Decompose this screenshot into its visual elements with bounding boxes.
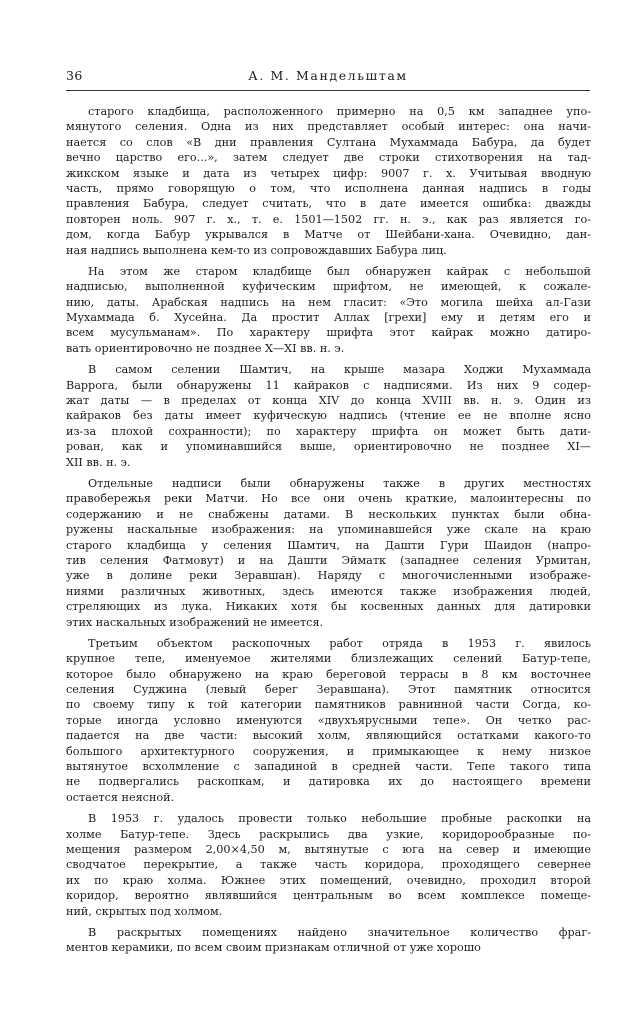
- text-line: большого архитектурного сооружения, и примыкающее к нему низкое: [66, 744, 591, 758]
- text-line: вытянутое всхолмление с западиной в средней части. Тепе такого типа: [66, 760, 591, 774]
- text-line: их по краю холма. Южнее этих помещений, очевидно, проходил второй: [66, 873, 591, 887]
- text-line: мещения размером 2,00×4,50 м, вытянутые с юга на север и имеющие: [66, 842, 591, 856]
- paragraph: [66, 811, 591, 919]
- paragraph: [66, 476, 591, 630]
- text-line: старого кладбища, расположенного примерно на 0,5 км западнее упо-: [88, 105, 591, 118]
- text-line: мянутого селения. Одна из них представляет особый интерес: она начи-: [66, 120, 591, 134]
- text-line: ний, скрытых под холмом.: [66, 904, 223, 918]
- text-line: которое было обнаружено на краю береговой террасы в 8 км восточнее: [66, 667, 591, 681]
- paragraph: [66, 104, 591, 258]
- text-line: ная надпись выполнена кем-то из сопровождавших Бабура лиц.: [66, 243, 447, 257]
- text-line: жикском языке и дата из четырех цифр: 9007 г. х. Учитывая вводную: [66, 166, 591, 180]
- text-line: вечно царство его...», затем следует две строки стихотворения на тад-: [66, 151, 591, 165]
- running-head: [66, 66, 590, 88]
- text-line: правления Бабура, следует считать, что в дате имеется ошибка: дважды: [66, 197, 591, 211]
- text-line: всем мусульманам». По характеру шрифта этот кайрак можно датиро-: [66, 326, 591, 340]
- text-line: падается на две части: высокий холм, являющийся остатками какого-то: [66, 729, 591, 743]
- page-number: 36: [66, 68, 83, 83]
- text-line: старого кладбища у селения Шамтич, на Дашти Гури Шаидон (напро-: [66, 538, 591, 552]
- text-line: В самом селении Шамтич, на крыше мазара Ходжи Мухаммада: [88, 363, 591, 377]
- text-line: Варрога, были обнаружены 11 кайраков с надписями. Из них 9 содер-: [66, 378, 591, 392]
- text-line: селения Суджина (левый берег Зеравшана). Этот памятник относится: [66, 683, 591, 697]
- text-line: не подвергались раскопкам, и датировка их до настоящего времени: [66, 775, 591, 789]
- text-line: из-за плохой сохранности); по характеру шрифта он может быть дати-: [66, 424, 591, 438]
- paragraph: [66, 925, 591, 956]
- text-line: часть, прямо говорящую о том, что исполнена данная надпись в годы: [66, 181, 591, 195]
- text-line: нается со слов «В дни правления Султана Мухаммада Бабура, да будет: [66, 135, 591, 149]
- text-line: коридор, вероятно являвшийся центральным во всем комплексе помеще-: [66, 889, 591, 903]
- paragraph: [66, 264, 591, 356]
- text-line: ниями различных животных, здесь имеются также изображения людей,: [66, 584, 591, 598]
- text-line: В раскрытых помещениях найдено значительное количество фраг-: [88, 925, 591, 939]
- text-line: сводчатое перекрытие, а также часть коридора, проходящего севернее: [66, 858, 591, 872]
- text-line: этих наскальных изображений не имеется.: [66, 615, 324, 629]
- text-line: уже в долине реки Зеравшан). Наряду с многочисленными изображе-: [66, 569, 591, 583]
- text-line: по своему типу к той категории памятников равнинной части Согда, ко-: [66, 698, 591, 712]
- header-rule: [66, 90, 590, 91]
- text-line: холме Батур-тепе. Здесь раскрылись два узкие, коридорообразные по-: [66, 827, 591, 841]
- text-line: вать ориентировочно не позднее X—XI вв. н. э.: [66, 341, 345, 355]
- text-line: дом, когда Бабур укрывался в Матче от Шейбани-хана. Очевидно, дан-: [66, 228, 591, 242]
- text-line: надписью, выполненной куфическим шрифтом, не имеющей, к сожале-: [66, 280, 591, 294]
- text-line: кайраков без даты имеет куфическую надпись (чтение ее не вполне ясно: [66, 409, 591, 423]
- text-line: ментов керамики, по всем своим признакам отличной от уже хорошо: [66, 941, 481, 955]
- text-line: Отдельные надписи были обнаружены также в других местностях: [88, 476, 591, 490]
- text-line: стреляющих из лука. Никаких хотя бы косвенных данных для датировки: [66, 600, 591, 614]
- text-line: правобережья реки Матчи. Но все они очень краткие, малоинтересны по: [66, 492, 591, 506]
- text-line: Третьим объектом раскопочных работ отряда в 1953 г. явилось: [88, 636, 591, 650]
- text-line: Мухаммада б. Хусейна. Да простит Аллах [грехи] ему и детям его и: [66, 311, 591, 325]
- text-line: ружены наскальные изображения: на упоминавшейся уже скале на краю: [66, 523, 591, 537]
- body-text: [66, 104, 591, 962]
- text-line: повторен ноль. 907 г. х., т. е. 1501—1502 гг. н. э., как раз является го-: [66, 212, 591, 226]
- paragraph: [66, 636, 591, 805]
- paragraph: [66, 362, 591, 470]
- text-line: крупное тепе, именуемое жителями близлежащих селений Батур-тепе,: [66, 652, 591, 666]
- text-line: остается неясной.: [66, 790, 175, 804]
- text-line: жат даты — в пределах от конца XIV до конца XVIII вв. н. э. Один из: [66, 394, 591, 408]
- text-line: нию, даты. Арабская надпись на нем гласит: «Это могила шейха ал-Гази: [66, 295, 591, 309]
- text-line: торые иногда условно именуются «двухъярусными тепе». Он четко рас-: [66, 713, 591, 727]
- text-line: В 1953 г. удалось провести только небольшие пробные раскопки на: [88, 812, 591, 826]
- text-line: тив селения Фатмовут) и на Дашти Эйматк (западнее селения Урмитан,: [66, 553, 591, 567]
- text-line: XII вв. н. э.: [66, 455, 131, 469]
- text-line: рован, как и упоминавшийся выше, ориентировочно не позднее XI—: [66, 440, 591, 454]
- running-title: А. М. Мандельштам: [248, 68, 408, 83]
- text-line: На этом же старом кладбище был обнаружен кайрак с небольшой: [88, 264, 591, 278]
- text-line: содержанию и не снабжены датами. В нескольких пунктах были обна-: [66, 507, 591, 521]
